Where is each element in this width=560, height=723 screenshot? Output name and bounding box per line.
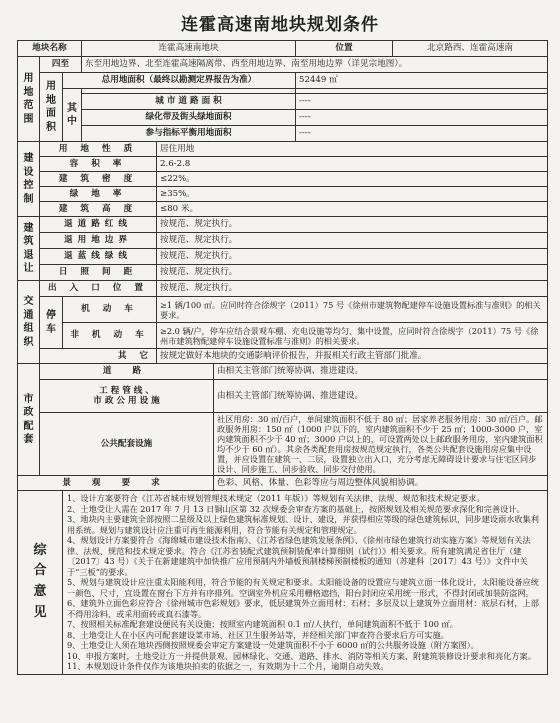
plot-name-value: 连霍高速南地块 [82, 41, 296, 57]
opinion-item: 9、土地受让人须在地块西侧按照规委会审定方案建设一处建筑面积不小于 6000 ㎡的公共服务设施（附方案图）。 [67, 640, 479, 650]
municipal-road-row [18, 364, 548, 380]
green-area-value: ---- [296, 110, 548, 126]
setback-section-label: 建 筑 退 让 [18, 217, 40, 281]
traffic-other-row [18, 349, 548, 364]
total-area-label: 总用地面积（最终以勘测定界报告为准） [63, 73, 296, 89]
nonmotor-parking-row [18, 323, 548, 349]
municipal-road-label: 道 路 [40, 364, 214, 380]
setback-blue-green-label: 退蓝线绿线 [40, 249, 157, 265]
land-area-group-label: 用 地 面 积 [40, 73, 63, 142]
opinion-item: 2、土地受让人需在 2017 年 7 月 13 日铜山区第 32 次规委会审查方案的基础上，按照规划及相关规范要求深化和完善设计。 [67, 503, 525, 514]
parking-label: 停 车 [40, 297, 63, 349]
green-area-label: 绿化带及街头绿地面积 [82, 110, 296, 126]
motor-parking-row [18, 297, 548, 323]
boundary-value: 东至用地边界、北至连霍高速隔离带、西至用地边界、南至用地边界（详见宗地图）。 [82, 57, 548, 73]
land-use-value: 居住用地 [157, 142, 548, 157]
density-value: ≤22%。 [157, 172, 548, 187]
motor-vehicle-label: 机 动 车 [63, 297, 157, 323]
municipal-road-value: 由相关主管部门统筹协调、推进建设。 [214, 364, 548, 380]
planning-conditions-table [17, 40, 548, 675]
control-row [18, 172, 548, 187]
far-label: 容 积 率 [40, 157, 157, 172]
balance-area-row [18, 126, 548, 142]
setback-row [18, 233, 548, 249]
plot-name-label: 地块名称 [18, 41, 82, 57]
setback-boundary-value: 按规范、规定执行。 [157, 233, 548, 249]
setback-row [18, 249, 548, 265]
height-value: ≤80 米。 [157, 202, 548, 217]
page-title: 连霍高速南地块规划条件 [181, 15, 379, 35]
traffic-other-value: 按规定做好本地块的交通影响评价报告，并报相关行政主管部门批准。 [157, 349, 548, 364]
pipeline-label: 工 程 管 线 、 市 政 公 用 设 施 [40, 380, 214, 413]
height-label: 建 筑 高 度 [40, 202, 157, 217]
opinion-item: 4、规划设计方案要符合《海绵城市建设技术指南》、《江苏省绿色建筑发展条例》、《徐州市绿色建筑行动实施方案》等规划有关法律、法规、规范和技术规定要求。符合《江苏省装配式建筑预制装配率计算细则（试行）》相关要求。所有建筑满足省住厅（建〔2017〕43 号）《关于在新建建筑中加快推广应用预制内外墙板预制楼梯预制楼板的通知（苏建科〔2017〕43 号）》文件中关于“三板”的要求。 [67, 535, 531, 577]
setback-blue-green-value: 按规范、规定执行。 [157, 249, 548, 265]
setback-boundary-label: 退用地边界 [40, 233, 157, 249]
setback-row [18, 217, 548, 233]
boundary-row [18, 57, 548, 73]
opinions-row [18, 491, 548, 675]
control-row [18, 142, 548, 157]
green-area-row [18, 110, 548, 126]
road-area-label: 城 市 道 路 面 积 [82, 94, 296, 110]
public-facilities-row [18, 413, 548, 476]
plot-name-row [18, 41, 548, 57]
construction-control-section-label: 建 设 控 制 [18, 142, 40, 217]
control-row [18, 202, 548, 217]
traffic-section-label: 交 通 组 织 [18, 281, 40, 364]
control-row [18, 187, 548, 202]
green-ratio-label: 绿 地 率 [40, 187, 157, 202]
opinions-section-label: 综 合 意 见 [18, 491, 63, 675]
among-label: 其 中 [63, 89, 82, 142]
municipal-section-label: 市 政 配 套 [18, 364, 40, 476]
opinion-item: 7、按照相关标准配套建设便民有关设施；按照室内建筑面积 0.1 ㎡/人执行，单间建筑面积不低于 100 ㎡。 [67, 619, 458, 629]
opinion-item: 3、地块内主要建筑全部按照二星级及以上绿色建筑标准规划、设计、建设，并获得相应等级的绿色建筑标识，同步建设雨水收集利用系统。规划与建筑设计应注重可再生能源利用，符合节能有关规定和管理规定。 [67, 514, 539, 535]
pipeline-row [18, 380, 548, 413]
total-area-value: 52449 ㎡ [296, 73, 548, 89]
landscape-value: 色彩、风格、体量、色彩等应与周边整体风貌相协调。 [214, 476, 548, 491]
location-label: 位置 [296, 41, 393, 57]
setback-road-label: 退道路红线 [40, 217, 157, 233]
sunlight-spacing-value: 按规范、规定执行。 [157, 265, 548, 281]
traffic-other-label: 其 它 [40, 349, 157, 364]
road-area-value: ---- [296, 94, 548, 110]
sunlight-spacing-label: 日 照 间 距 [40, 265, 157, 281]
opinion-item: 1、设计方案要符合《江苏省城市规划管理技术规定（2011 年版）》等规划有关法律、法规、规范和技术规定要求。 [67, 493, 485, 503]
entrance-row [18, 281, 548, 297]
location-value: 北京路西、连霍高速南 [393, 41, 548, 57]
nonmotor-vehicle-label: 非 机 动 车 [63, 323, 157, 349]
total-area-row [18, 73, 548, 89]
opinions-list [63, 491, 548, 675]
land-use-label: 用 地 性 质 [40, 142, 157, 157]
motor-vehicle-value: ≥1 辆/100 ㎡。应同时符合徐规字（2011）75 号《徐州市建筑物配建停车设施设置标准与准则》的相关要求。 [157, 297, 548, 323]
landscape-row [18, 476, 548, 491]
opinion-item: 11、本规划设计条件仅作为该地块拍卖的依据之一，有效期为十二个月，逾期自动失效。 [67, 661, 389, 671]
balance-area-label: 参与指标平衡用地面积 [82, 126, 296, 142]
green-ratio-value: ≥35%。 [157, 187, 548, 202]
landscape-label: 景 观 要 求 [18, 476, 214, 491]
entrance-value: 按规范、规定执行。 [157, 281, 548, 297]
road-area-row [18, 94, 548, 110]
density-label: 建 筑 密 度 [40, 172, 157, 187]
opinion-item: 6、建筑外立面色彩应符合《徐州城市色彩规划》要求，低层建筑外立面用材：石材；多层及以上建筑外立面用材：底层石材，上部不得用涂料，或采用面砖或真石漆等。 [67, 598, 539, 619]
entrance-label: 出 入 口 位 置 [40, 281, 157, 297]
opinion-item: 5、规划与建筑设计应注重太阳能利用，符合节能的有关规定和要求。太阳能设备的设置应与建筑立面一体化设计，太阳能设备应统一颜色、尺寸，宜设置在窗台下方并有序排列。空调室外机应采用栅格遮挡，阳台封闭应采用统一形式，不得封闭或加装防盗网。 [67, 577, 539, 598]
setback-row [18, 265, 548, 281]
public-facilities-label: 公共配套设施 [40, 413, 214, 476]
far-value: 2.6-2.8 [157, 157, 548, 172]
land-scope-section-label: 用 地 范 围 [18, 57, 40, 142]
boundary-label: 四至 [40, 57, 82, 73]
balance-area-value: ---- [296, 126, 548, 142]
public-facilities-value: 社区用房：30 ㎡/百户，单间建筑面积不低于 80 ㎡；居家养老服务用房：30 ㎡/百户。邮政服务用房：150 ㎡（1000 户以下的，室内建筑面积不少于 25 ㎡；1000-3000 户，室内建筑面积不少于 40 ㎡；3000 户以上的，可设置两处以上邮政服务用房，室内建筑面积均不少于 60 ㎡）。其余各类配套用房按规范规定执行，各类公共配套设施用房应集中设置，并应设置在建筑一、二层，设置独立出入口，充分考虑无障碍设计要求与住宅区同步设计、同步施工、同步验收、同步交付使用。 [214, 413, 548, 476]
setback-road-value: 按规范、规定执行。 [157, 217, 548, 233]
pipeline-value: 由相关主管部门统筹协调、推进建设。 [214, 380, 548, 413]
opinion-item: 10、申报方案时，土地受让方一并提供景观、园林绿化、交通、道路、排水、消防等相关方案，附建筑装修设计要求和亮化方案。 [67, 650, 536, 661]
nonmotor-vehicle-value: ≥2.0 辆/户，停车应结合景观车棚、充电设施等均匀、集中设置，应同时符合徐规字（2011）75 号《徐州市建筑物配建停车设施设置标准与准则》的相关要求。 [157, 323, 548, 349]
opinion-item: 8、土地受让人在小区内可配套建设菜市场、社区卫生服务站等，并经相关部门审查符合要求后方可实施。 [67, 629, 449, 640]
control-row [18, 157, 548, 172]
